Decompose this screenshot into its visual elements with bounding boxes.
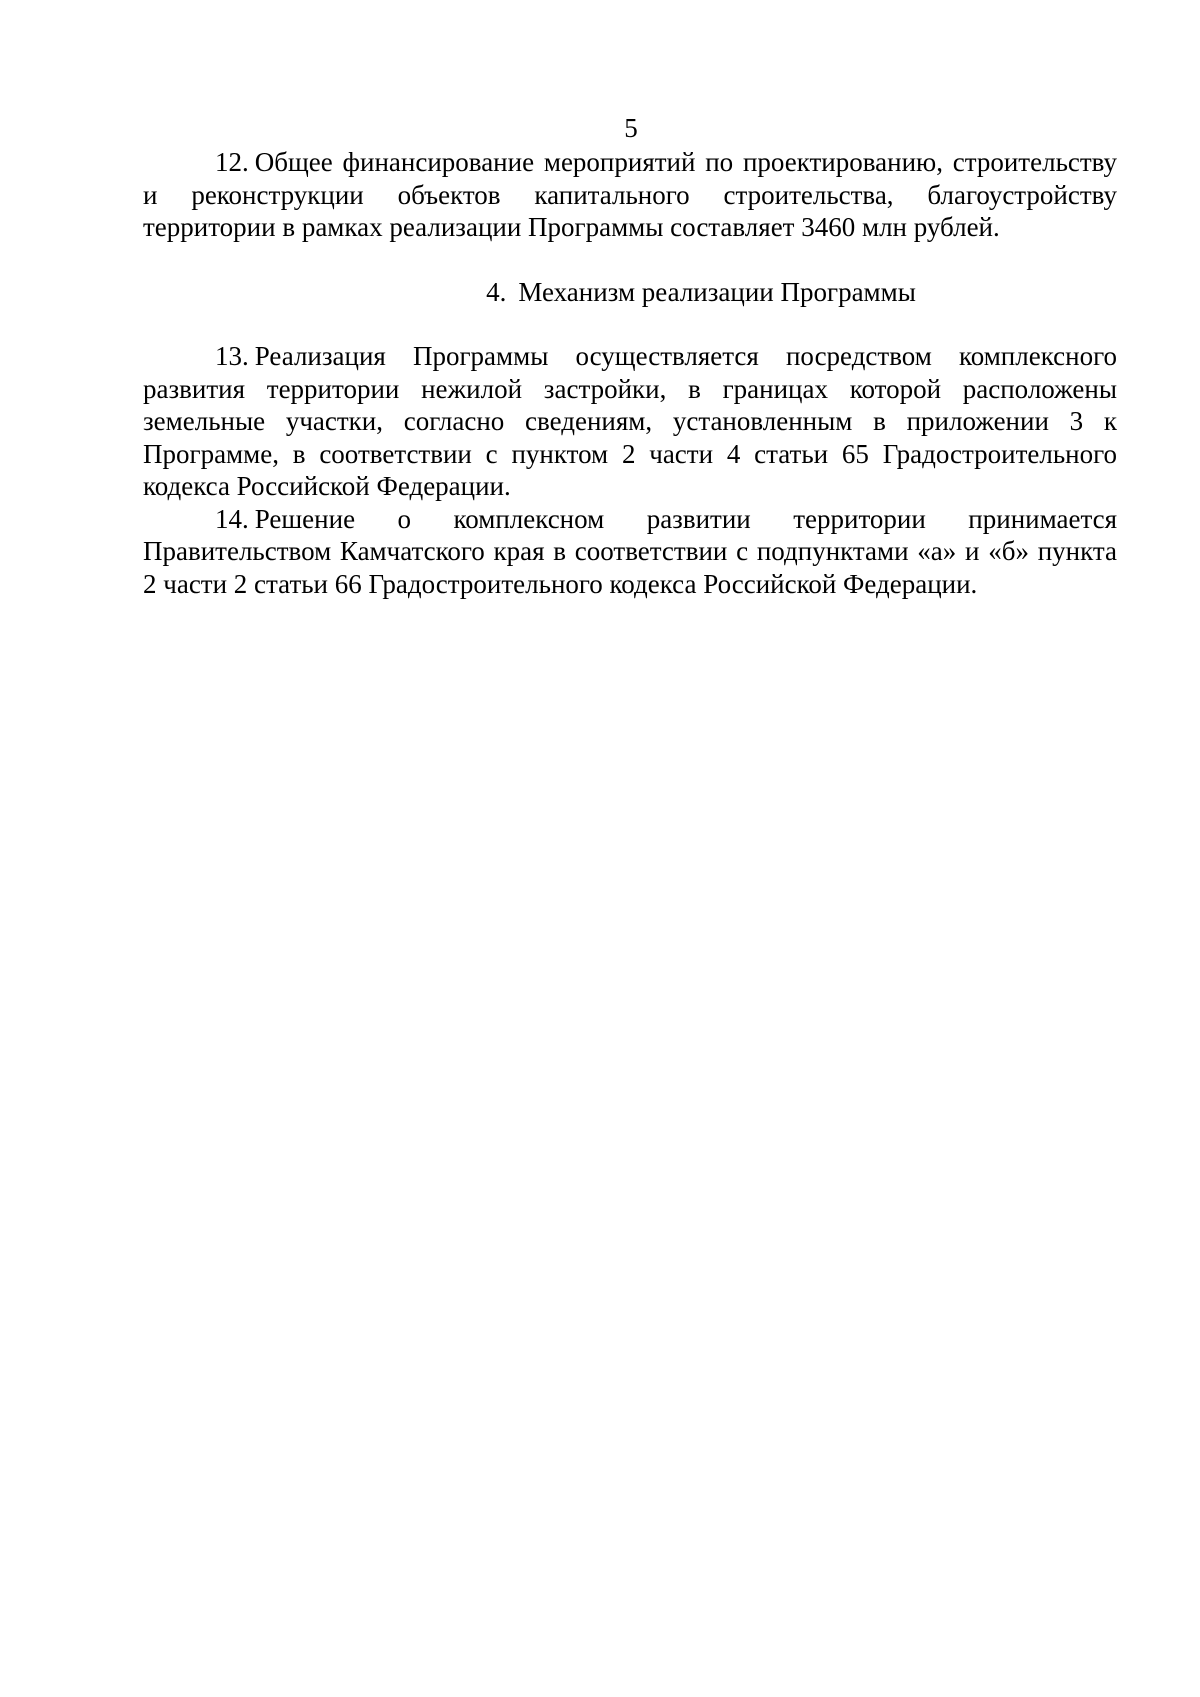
paragraph-number: 14. <box>215 503 249 534</box>
page-number: 5 <box>624 113 638 143</box>
section-heading <box>143 276 1117 309</box>
paragraph-text: Реализация Программы осуществляется посредством комплексного развития территории нежилой застройки, в границах которой расположены земельные участки, согласно сведениям, установленным в приложении 3 к Программе, в соответствии с пунктом 2 части 4 статьи 65 Градостроительного кодекса Российской Федерации. <box>143 341 1117 501</box>
section-number: 4. <box>486 276 507 307</box>
paragraph-13 <box>143 340 1117 503</box>
section-title: Механизм реализации Программы <box>518 276 916 307</box>
paragraph-text: Общее финансирование мероприятий по проектированию, строительству и реконструкции объектов капитального строительства, благоустройству территории в рамках реализации Программы составляет 3460 млн рублей. <box>143 147 1117 242</box>
paragraph-text: Решение о комплексном развитии территории принимается Правительством Камчатского края в соответствии с подпунктами «а» и «б» пункта 2 части 2 статьи 66 Градостроительного кодекса Российской Федерации. <box>143 503 1117 599</box>
paragraph-number: 12. <box>215 147 249 177</box>
paragraph-12 <box>143 146 1117 244</box>
document-body <box>143 146 1117 600</box>
paragraph-14 <box>143 503 1117 601</box>
paragraph-number: 13. <box>215 341 249 371</box>
